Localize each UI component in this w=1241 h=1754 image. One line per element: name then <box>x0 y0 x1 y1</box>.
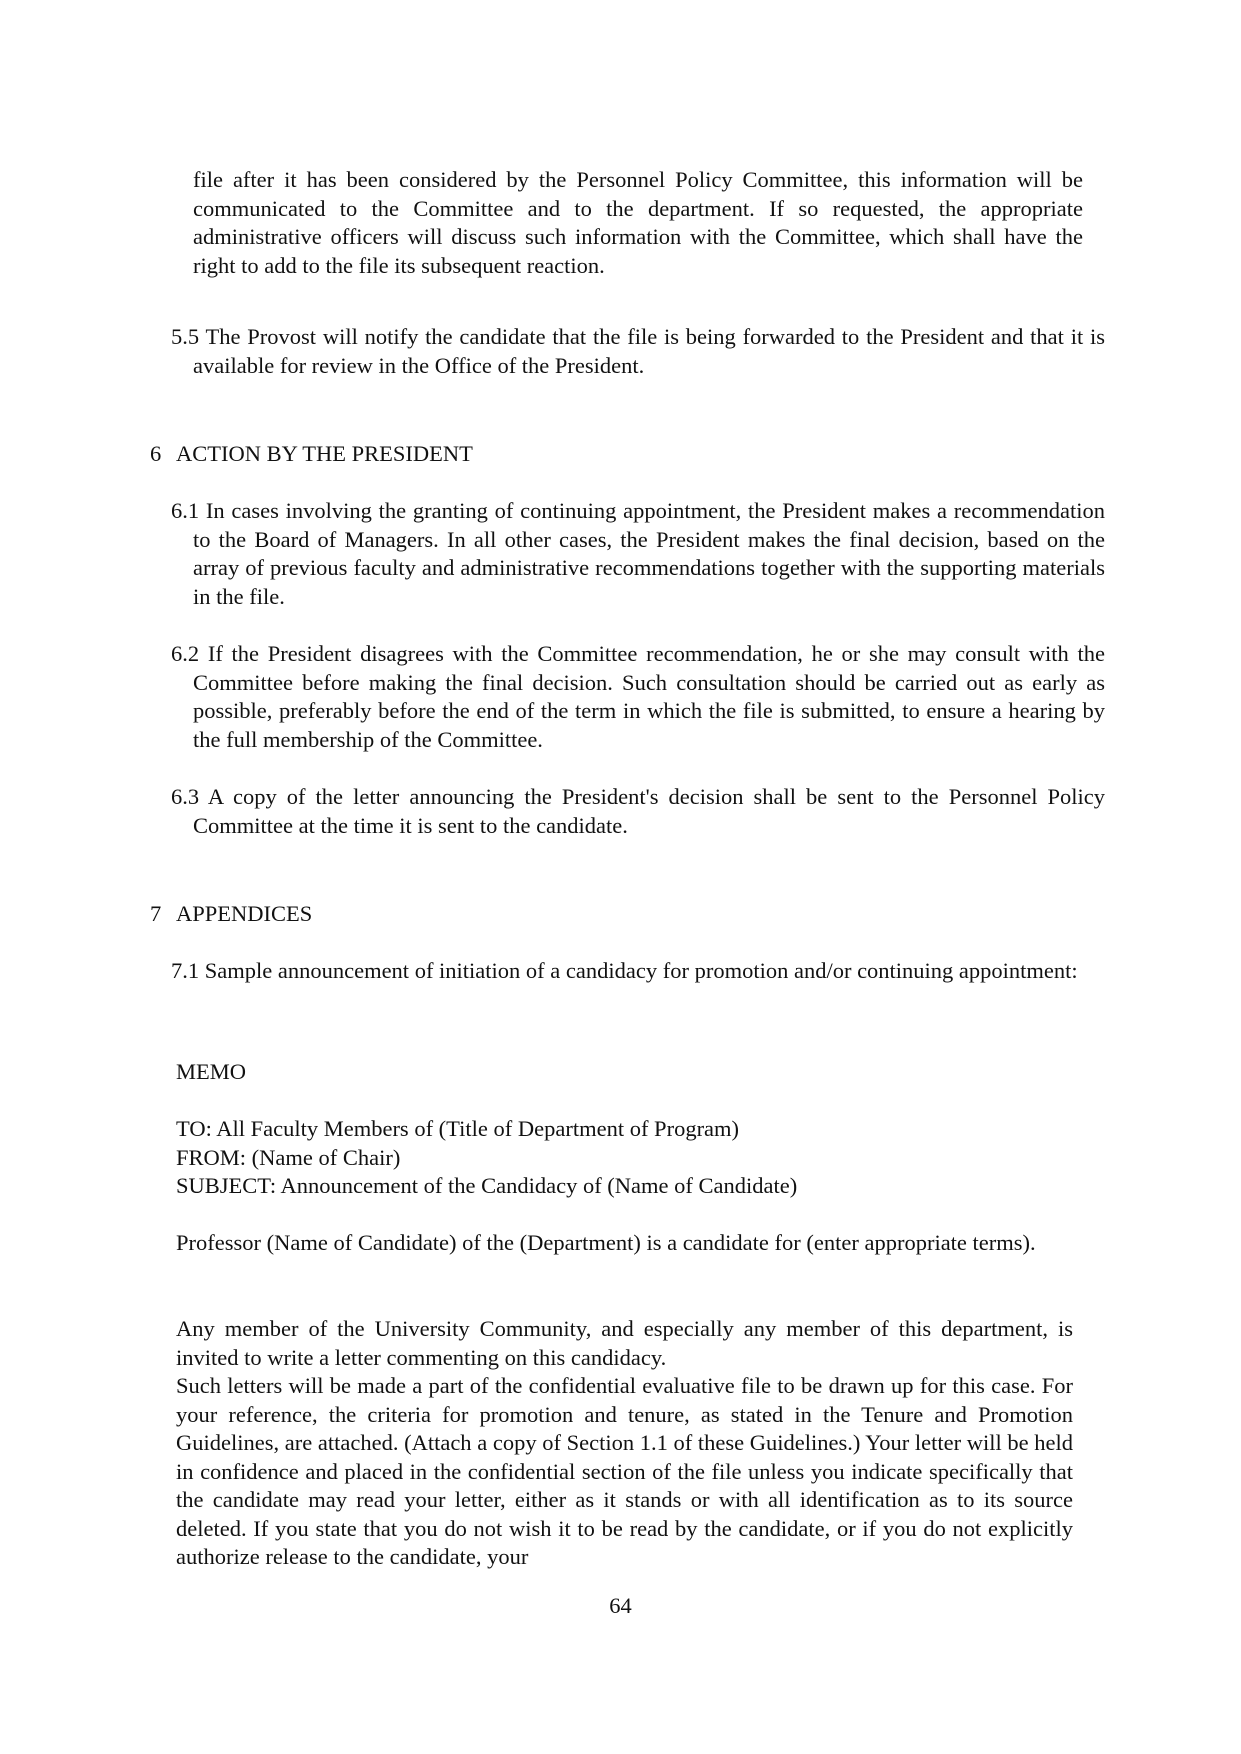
section-7-number: 7 <box>150 901 162 926</box>
memo-paragraph-2a: Any member of the University Community, and especially any member of this department, is invited to write a letter commenting on this candidacy. <box>176 1316 1073 1370</box>
section-6-title: ACTION BY THE PRESIDENT <box>176 441 473 466</box>
memo-to: TO: All Faculty Members of (Title of Department of Program) <box>176 1116 740 1141</box>
section-7-title: APPENDICES <box>176 901 313 926</box>
section-6-number: 6 <box>150 441 162 466</box>
memo-subject: SUBJECT: Announcement of the Candidacy of (Name of Candidate) <box>176 1173 798 1198</box>
memo-paragraph-2b: Such letters will be made a part of the confidential evaluative file to be drawn up for this case. For your reference, the criteria for promotion and tenure, as stated in the Tenure and Promotion Guidelines, are attached. (Attach a copy of Section 1.1 of these Guidelines.) Your letter will be held in confidence and placed in the confidential section of the file unless you indicate specifically that the candidate may read your letter, either as it stands or with all identification as to its source deleted. If you state that you do not wish it to be read by the candidate, or if you do not explicitly authorize release to the candidate, your <box>176 1373 1073 1569</box>
clause-6-1: 6.1 In cases involving the granting of continuing appointment, the President makes a recommendation to the Board of Managers. In all other cases, the President makes the final decision, based on the array of previous faculty and administrative recommendations together with the supporting materials in the file. <box>171 498 1105 609</box>
memo-from: FROM: (Name of Chair) <box>176 1144 401 1170</box>
memo-heading: MEMO <box>176 1059 247 1084</box>
clause-7-1: 7.1 Sample announcement of initiation of a candidacy for promotion and/or continuing appointment: <box>171 958 1078 983</box>
clause-6-2: 6.2 If the President disagrees with the Committee recommendation, he or she may consult with the Committee before making the final decision. Such consultation should be carried out as early as possible, preferably before the end of the term in which the file is submitted, to ensure a hearing by the full membership of the Committee. <box>171 641 1105 752</box>
clause-6-3: 6.3 A copy of the letter announcing the President's decision shall be sent to the Personnel Policy Committee at the time it is sent to the candidate. <box>171 784 1105 838</box>
memo-paragraph-1: Professor (Name of Candidate) of the (Department) is a candidate for (enter appropriate terms). <box>176 1230 1036 1255</box>
memo-header-fields <box>176 1115 797 1201</box>
page-number: 64 <box>609 1593 632 1618</box>
clause-5-5: 5.5 The Provost will notify the candidate that the file is being forwarded to the President and that it is available for review in the Office of the President. <box>171 324 1105 378</box>
section-6-heading <box>150 440 473 469</box>
section-7-heading <box>150 900 312 929</box>
continuation-paragraph: file after it has been considered by the Personnel Policy Committee, this information will be communicated to the Committee and to the department. If so requested, the appropriate administrative officers will discuss such information with the Committee, which shall have the right to add to the file its subsequent reaction. <box>193 167 1083 278</box>
